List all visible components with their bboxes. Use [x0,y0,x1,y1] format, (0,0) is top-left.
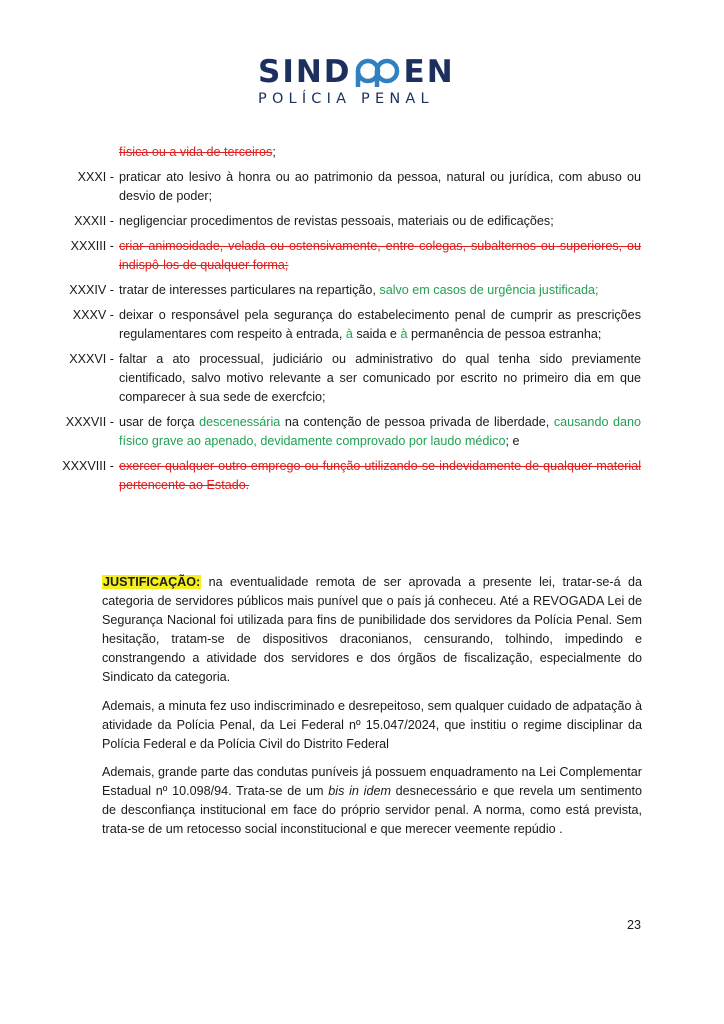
inserted-text: à [400,327,408,341]
item-number: XXXVIII - [62,459,114,473]
inserted-text: à [345,327,353,341]
item-text-segment: praticar ato lesivo à honra ou ao patrimonio da pessoa, natural ou jurídica, com abuso ou desvio de poder; [119,170,641,203]
item-text-segment: deixar o responsável pela segurança do estabelecimento penal de cumprir as prescrições regulamentares com respeito à entrada, [119,308,641,341]
item-number: XXXI - [77,170,114,184]
article-item [0,457,724,495]
article-item [0,306,724,344]
justification-paragraph-1 [102,573,642,688]
item-text [119,306,641,344]
logo-name-left: SIND [258,54,352,90]
item-number: XXXIII - [70,239,114,253]
item-number: XXXV - [72,308,114,322]
article-item [0,413,724,451]
logo-name-right: EN [403,54,455,90]
justification-paragraph-2: Ademais, a minuta fez uso indiscriminado e desrepeitoso, sem qualquer cuidado de adpatação à atividade da Polícia Penal, da Lei Federal nº 15.047/2024, que institiu o regime disciplinar da Polícia Federal e da Polícia Civil do Distrito Federal [102,698,642,751]
pp-logo-icon [353,57,403,87]
item-text-segment: tratar de interesses particulares na repartição, [119,283,380,297]
article-item [0,212,724,231]
article-item [0,281,724,300]
article-item [0,168,724,206]
justification-p1-text: na eventualidade remota de ser aprovada a presente lei, tratar-se-á da categoria de servidores públicos mais punível que o país já conheceu. Até a REVOGADA Lei de Segurança Nacional foi utilizada para fins de punibilidade dos servidores da Polícia Penal. Sem hesitação, tratam-se de dispositivos draconianos, censurando, tolhindo, impedindo e constrangendo a atividade dos servidores e dos órgãos de fiscalização, especialmente do Sindicato da categoria. [102,575,642,685]
item-number: XXXIV - [69,283,114,297]
struck-text: exercer qualquer outro emprego ou função utilizando-se indevidamente de qualquer material pertencente ao Estado. [119,459,641,492]
page-number: 23 [627,918,642,932]
item-text-segment: na contenção de pessoa privada de liberdade, [280,415,554,429]
p3-text-a: Ademais, grande parte das condutas puníveis já possuem enquadramento na Lei Complementar Estadual nº 10.098/94. Trata-se de um [102,764,642,798]
item-number: XXXVI - [69,352,114,366]
inserted-text: causando dano físico grave ao apenado, devidamente comprovado por laudo médico [119,415,641,448]
article-item [0,143,724,162]
struck-text: criar animosidade, velada ou ostensivamente, entre colegas, subalternos ou superiores, ou indispô-los de qualquer forma; [119,239,641,272]
item-text [119,143,641,162]
justification-label: JUSTIFICAÇÃO: [103,575,201,589]
item-text [119,350,641,407]
item-text-segment: ; e [505,434,520,448]
item-text-segment: permanência de pessoa estranha; [407,327,602,341]
item-text [119,413,641,451]
item-text-segment: usar de força [119,415,200,429]
article-item [0,350,724,407]
inserted-text: salvo em casos de urgência justificada; [379,283,599,297]
item-number: XXXVII - [65,415,114,429]
item-text [119,237,641,275]
justification-paragraph-3 [102,763,642,839]
item-text-segment: negligenciar procedimentos de revistas pessoais, materiais ou de edificações; [119,214,554,228]
inserted-text: descenessária [199,415,281,429]
logo-subtitle: POLÍCIA PENAL [258,91,434,107]
item-number: XXXII - [74,214,114,228]
justification-section [102,573,642,848]
item-text [119,212,641,231]
header [0,50,724,110]
item-text [119,457,641,495]
article-items-list [0,143,724,501]
item-text-segment: ; [272,145,276,159]
item-text [119,281,641,300]
article-item [0,237,724,275]
sindppen-logo [258,54,455,90]
p3-text-b: desnecessário e que revela um sentimento de desconfiança institucional em face do próprio servidor penal. A norma, como está prevista, trata-se de um retocesso social inconstitucional e que merecer veemente repúdio . [102,783,642,837]
item-text-segment: saida e [352,327,401,341]
p3-italic-term: bis in idem [328,783,391,798]
item-text [119,168,641,206]
item-text-segment: faltar a ato processual, judiciário ou administrativo do qual tenha sido previamente cientificado, salvo motivo relevante a ser comunicado por escrito no primeiro dia em que comparecer à sua sede de exercfcio; [119,352,641,404]
struck-text: física ou a vida de terceiros [119,145,273,159]
